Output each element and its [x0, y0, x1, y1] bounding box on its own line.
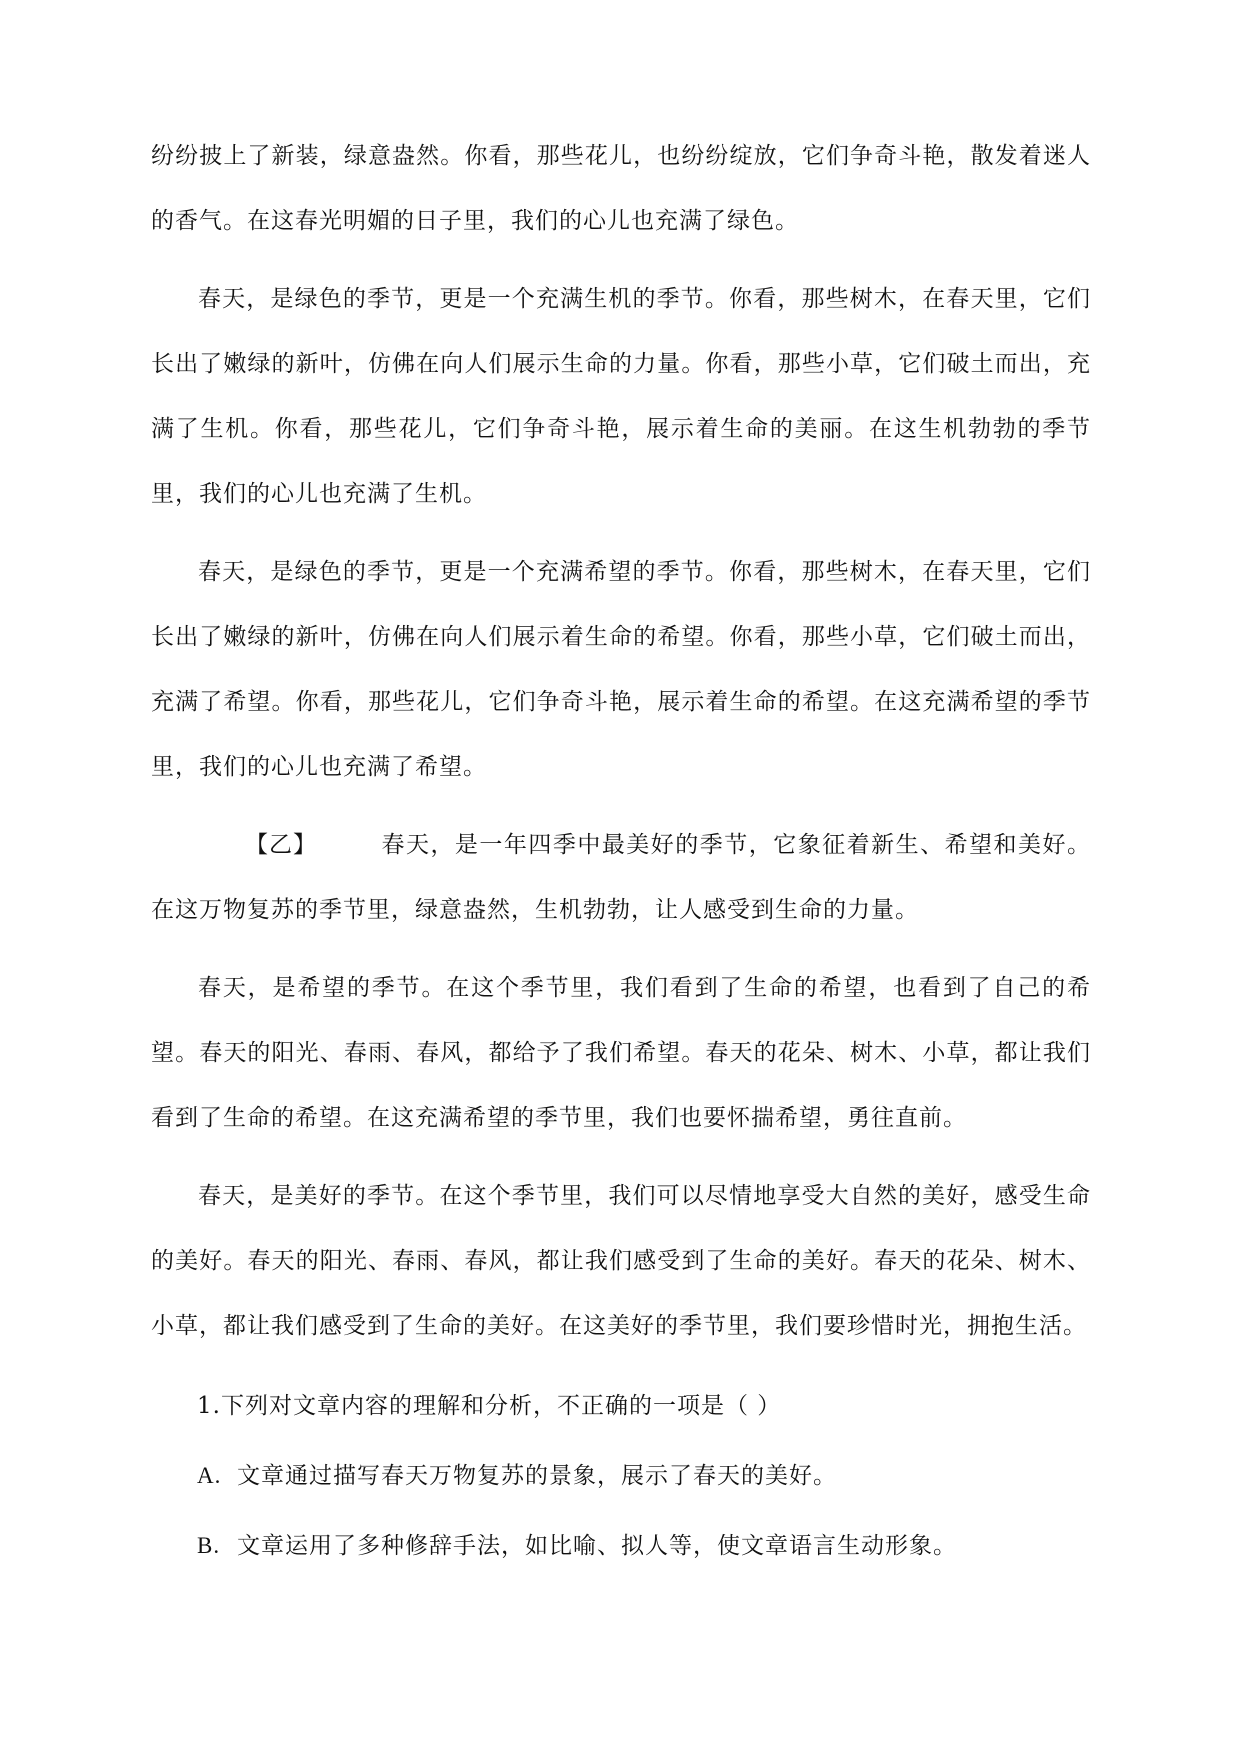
passage-paragraph-1: 纷纷披上了新装，绿意盎然。你看，那些花儿，也纷纷绽放，它们争奇斗艳，散发着迷人的香气。在这春光明媚的日子里，我们的心儿也充满了绿色。 [151, 143, 1091, 234]
question-stem: 1.下列对文章内容的理解和分析，不正确的一项是（ ） [197, 1393, 782, 1419]
document-page [151, 124, 1091, 1581]
option-b [151, 1511, 1091, 1581]
option-a-text: 文章通过描写春天万物复苏的景象，展示了春天的美好。 [237, 1463, 837, 1489]
passage-paragraph-3: 春天，是绿色的季节，更是一个充满希望的季节。你看，那些树木，在春天里，它们长出了嫩绿的新叶，仿佛在向人们展示着生命的希望。你看，那些小草，它们破土而出，充满了希望。你看，那些花儿，它们争奇斗艳，展示着生命的希望。在这充满希望的季节里，我们的心儿也充满了希望。 [151, 559, 1091, 780]
option-b-letter: B. [197, 1533, 221, 1558]
passage-yi-first-paragraph [151, 813, 1091, 943]
passage-yi-paragraph-3: 春天，是美好的季节。在这个季节里，我们可以尽情地享受大自然的美好，感受生命的美好。春天的阳光、春雨、春风，都让我们感受到了生命的美好。春天的花朵、树木、小草，都让我们感受到了生命的美好。在这美好的季节里，我们要珍惜时光，拥抱生活。 [151, 1183, 1091, 1339]
passage-yi-paragraph-2: 春天，是希望的季节。在这个季节里，我们看到了生命的希望，也看到了自己的希望。春天的阳光、春雨、春风，都给予了我们希望。春天的花朵、树木、小草，都让我们看到了生命的希望。在这充满希望的季节里，我们也要怀揣希望，勇往直前。 [151, 975, 1091, 1131]
passage-yi-first-text: 春天，是一年四季中最美好的季节，它象征着新生、希望和美好。在这万物复苏的季节里，绿意盎然，生机勃勃，让人感受到生命的力量。 [151, 832, 1091, 923]
passage-paragraph-2: 春天，是绿色的季节，更是一个充满生机的季节。你看，那些树木，在春天里，它们长出了嫩绿的新叶，仿佛在向人们展示生命的力量。你看，那些小草，它们破土而出，充满了生机。你看，那些花儿，它们争奇斗艳，展示着生命的美丽。在这生机勃勃的季节里，我们的心儿也充满了生机。 [151, 286, 1091, 507]
passage-yi-marker: 【乙】 [245, 832, 317, 858]
option-a-letter: A. [197, 1463, 222, 1488]
option-a [151, 1441, 1091, 1511]
option-b-text: 文章运用了多种修辞手法，如比喻、拟人等，使文章语言生动形象。 [237, 1533, 957, 1559]
